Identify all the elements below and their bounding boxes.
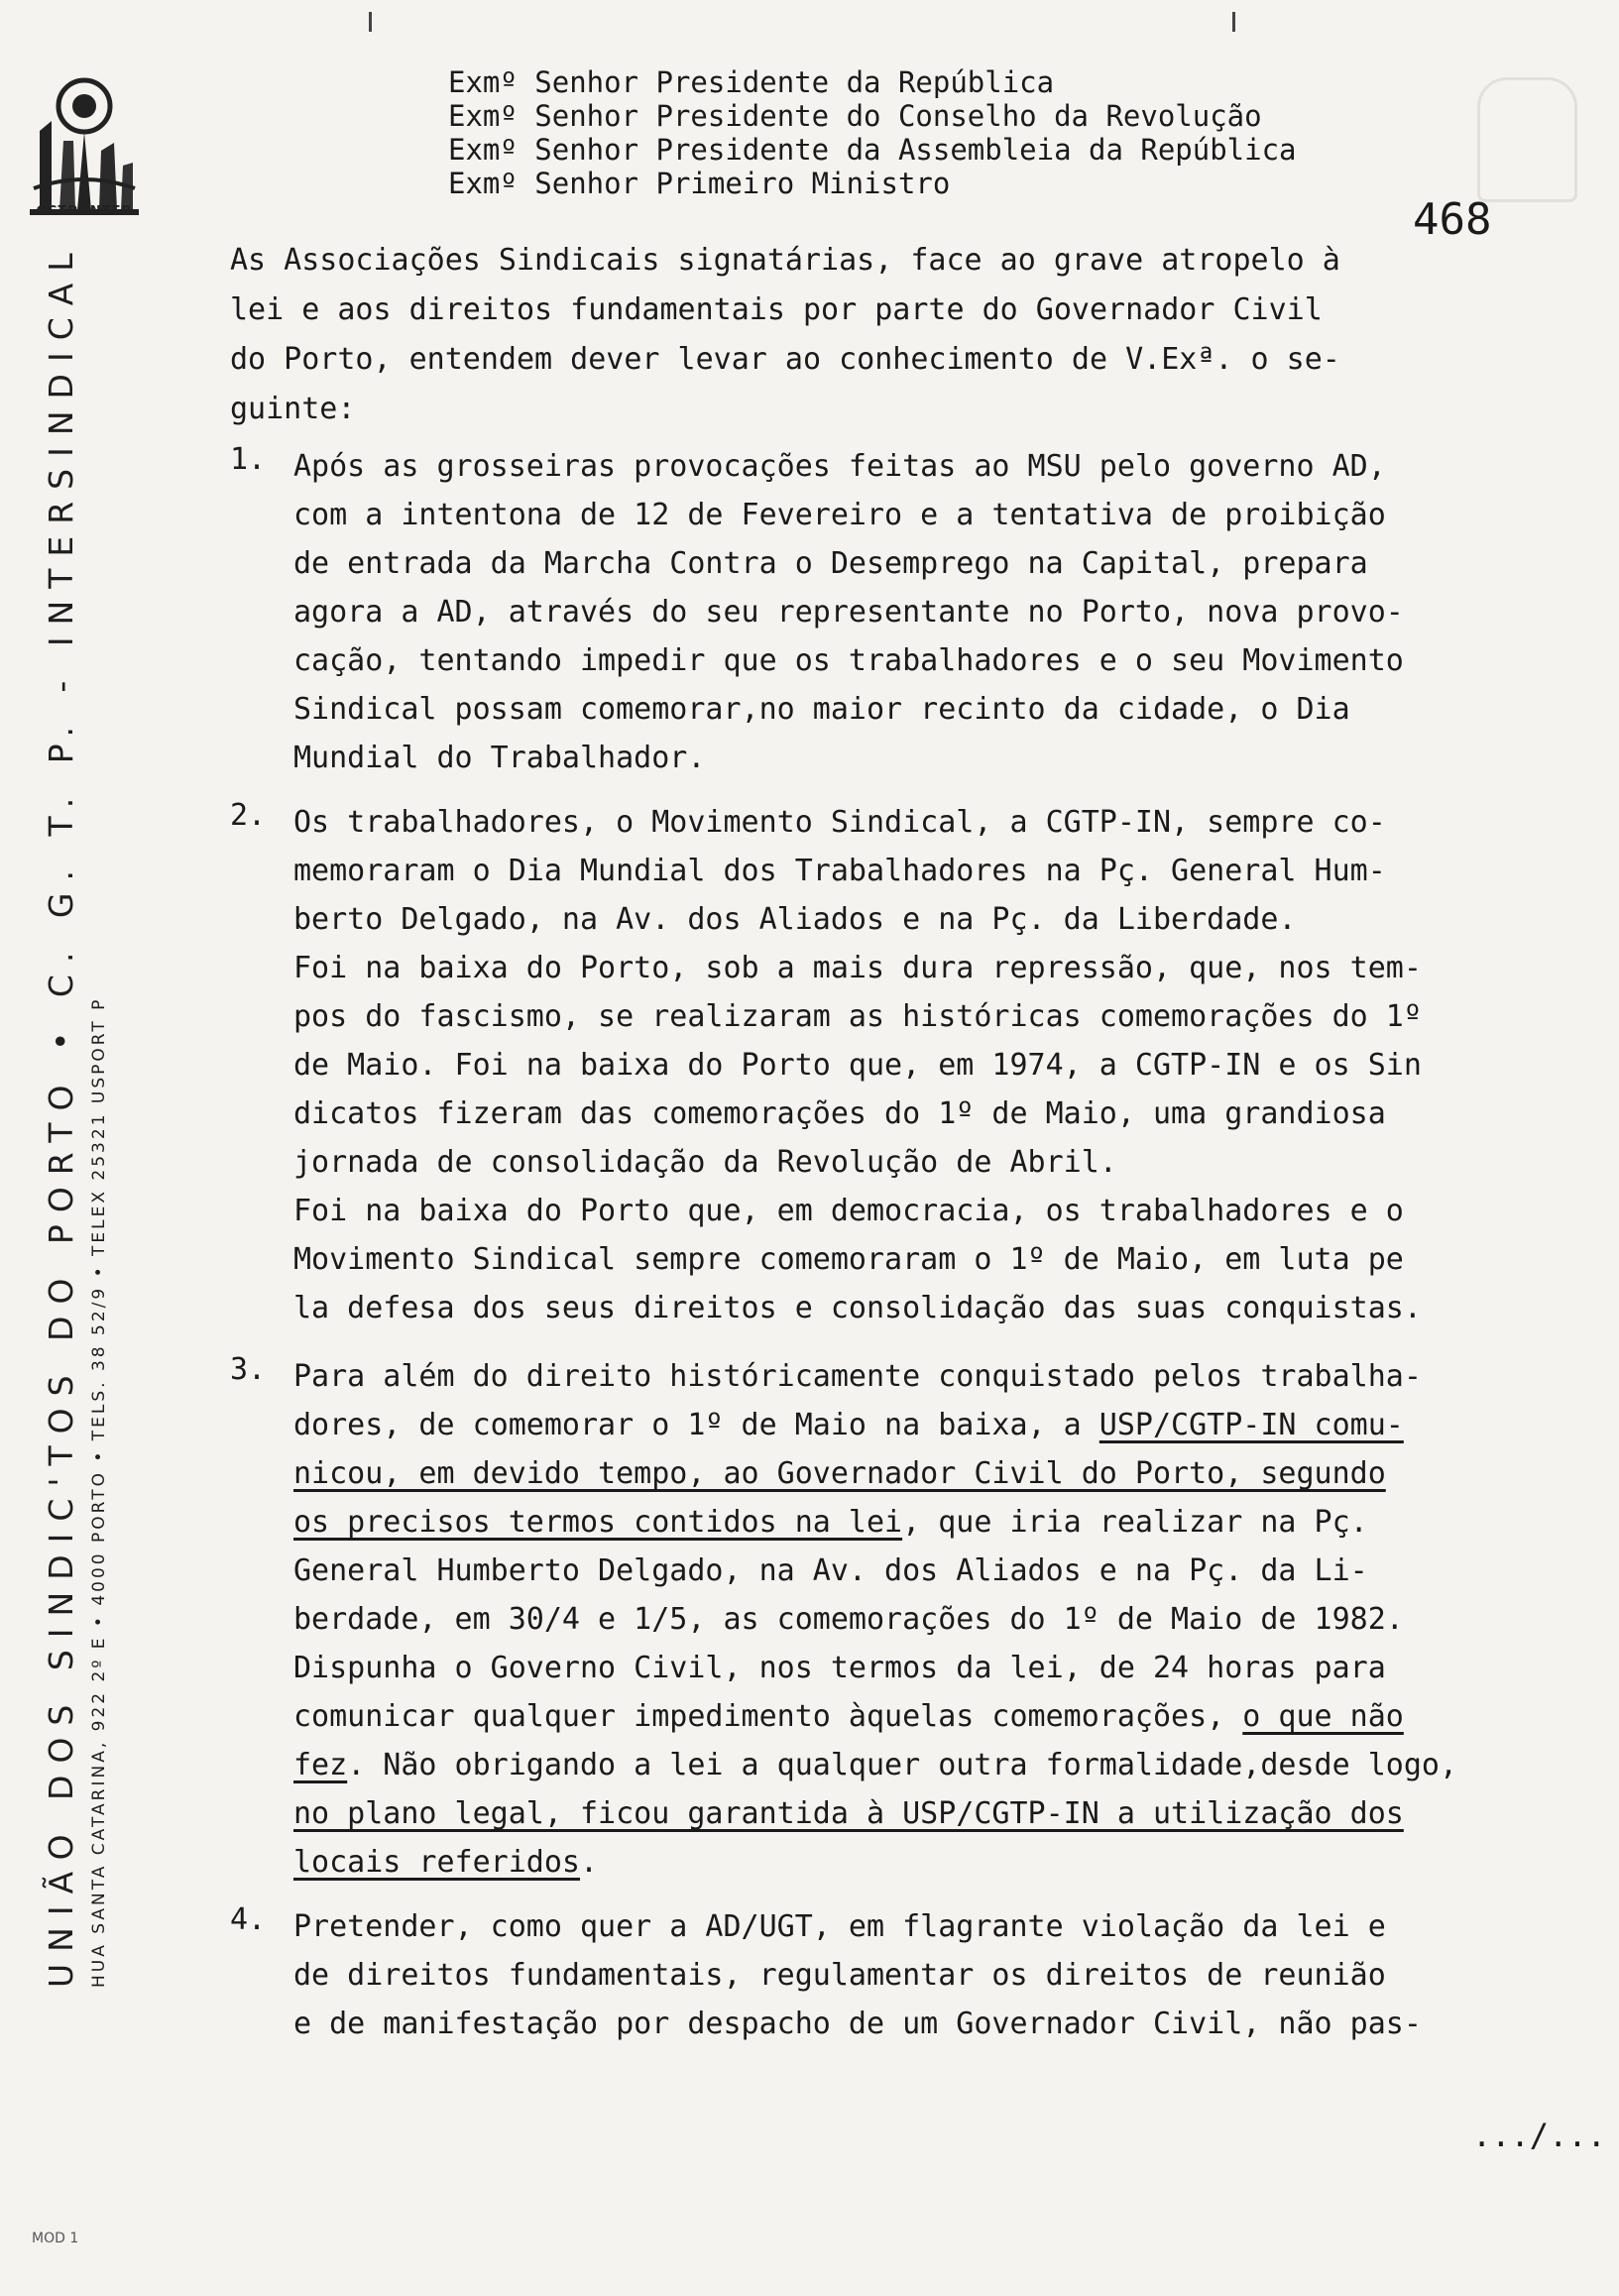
text-line: com a intentona de 12 de Fevereiro e a tentativa de proibição [293, 498, 1386, 532]
text-line: guinte: [230, 392, 356, 426]
intro-paragraph [230, 236, 1568, 434]
underlined-line: no plano legal, ficou garantida à USP/CGTP-IN a utilização dos [293, 1796, 1404, 1831]
bleed-through-stamp [1477, 77, 1577, 202]
text-line: de direitos fundamentais, regulamentar os direitos de reunião [293, 1958, 1386, 1993]
logo-caption: CGTP-INTER [36, 204, 133, 219]
page-number: 468 [1413, 194, 1492, 245]
punch-mark [369, 12, 372, 32]
text-line: Após as grosseiras provocações feitas ao MSU pelo governo AD, [293, 449, 1386, 484]
item-number: 1. [230, 442, 267, 477]
underlined-text: o que não [1242, 1699, 1404, 1734]
text-line: General Humberto Delgado, na Av. dos Aliados e na Pç. da Li- [293, 1553, 1368, 1588]
text-line: Sindical possam comemorar,no maior recinto da cidade, o Dia [293, 692, 1350, 727]
text-line: dicatos fizeram das comemorações do 1º de Maio, uma grandiosa [293, 1096, 1386, 1131]
form-code: MOD 1 [32, 2231, 79, 2246]
addressee-line: Exmº Senhor Primeiro Ministro [448, 167, 951, 200]
text-run: . [579, 1845, 599, 1880]
text-line: Os trabalhadores, o Movimento Sindical, a CGTP-IN, sempre co- [293, 805, 1386, 840]
text-line: As Associações Sindicais signatárias, face ao grave atropelo à [230, 243, 1340, 278]
text-line: pos do fascismo, se realizaram as históricas comemorações do 1º [293, 999, 1422, 1034]
text-line: berdade, em 30/4 e 1/5, as comemorações do 1º de Maio de 1982. [293, 1602, 1404, 1637]
text-line: jornada de consolidação da Revolução de Abril. [293, 1145, 1117, 1180]
vertical-letterhead [40, 241, 129, 1988]
addressee-line: Exmº Senhor Presidente do Conselho da Revolução [448, 99, 1262, 133]
letter-body [230, 236, 1568, 2048]
addressee-line: Exmº Senhor Presidente da Assembleia da República [448, 133, 1297, 167]
continuation-mark: .../... [1472, 2117, 1606, 2154]
text-line: do Porto, entendem dever levar ao conhecimento de V.Exª. o se- [230, 342, 1340, 377]
underlined-text: os precisos termos contidos na lei [293, 1505, 903, 1540]
list-item-2 [230, 798, 1568, 1332]
text-line: lei e aos direitos fundamentais por parte do Governador Civil [230, 292, 1323, 327]
text-line: cação, tentando impedir que os trabalhadores e o seu Movimento [293, 643, 1404, 678]
item-number: 3. [230, 1352, 267, 1387]
text-line: Mundial do Trabalhador. [293, 741, 706, 775]
underlined-text: USP/CGTP-IN comu- [1099, 1408, 1404, 1442]
text-line: agora a AD, através do seu representante no Porto, nova provo- [293, 595, 1404, 630]
text-line [293, 1838, 1568, 1887]
underlined-line: nicou, em devido tempo, ao Governador Civil do Porto, segundo [293, 1456, 1386, 1491]
list-item-3 [230, 1352, 1568, 1887]
text-line: la defesa dos seus direitos e consolidação das suas conquistas. [293, 1291, 1422, 1325]
text-line: berto Delgado, na Av. dos Aliados e na Pç. da Liberdade. [293, 902, 1297, 937]
cgtp-logo-icon [30, 67, 139, 224]
letterhead-title: UNIÃO DOS SINDIC'TOS DO PORTO • C. G. T. P. - INTERSINDICAL [42, 241, 80, 1988]
text-run: comunicar qualquer impedimento àquelas comemorações, [293, 1699, 1243, 1734]
text-line [293, 1741, 1568, 1789]
text-run: , que iria realizar na Pç. [902, 1505, 1368, 1540]
text-line [293, 1401, 1568, 1449]
text-line: Foi na baixa do Porto que, em democracia, os trabalhadores e o [293, 1194, 1404, 1228]
text-line: memoraram o Dia Mundial dos Trabalhadores na Pç. General Hum- [293, 854, 1386, 888]
list-item-1 [230, 442, 1568, 782]
underlined-text: locais referidos [293, 1845, 580, 1880]
addressee-line: Exmº Senhor Presidente da República [448, 65, 1055, 99]
text-run: dores, de comemorar o 1º de Maio na baixa, a [293, 1408, 1099, 1442]
text-line [293, 1498, 1568, 1547]
text-line: Movimento Sindical sempre comemoraram o 1º de Maio, em luta pe [293, 1242, 1404, 1277]
text-line [293, 1692, 1568, 1741]
text-line: Pretender, como quer a AD/UGT, em flagrante violação da lei e [293, 1909, 1386, 1944]
text-line: de Maio. Foi na baixa do Porto que, em 1974, a CGTP-IN e os Sin [293, 1048, 1422, 1083]
text-line: Dispunha o Governo Civil, nos termos da lei, de 24 horas para [293, 1651, 1386, 1685]
underlined-text: fez [293, 1748, 348, 1782]
text-line: Para além do direito históricamente conquistado pelos trabalha- [293, 1359, 1422, 1394]
text-line: de entrada da Marcha Contra o Desemprego na Capital, prepara [293, 546, 1368, 581]
item-number: 4. [230, 1902, 267, 1937]
text-line: Foi na baixa do Porto, sob a mais dura repressão, que, nos tem- [293, 951, 1422, 985]
item-number: 2. [230, 798, 267, 833]
list-item-4 [230, 1902, 1568, 2048]
text-line: e de manifestação por despacho de um Governador Civil, não pas- [293, 2007, 1422, 2041]
letterhead-address: HUA SANTA CATARINA, 922 2º E • 4000 PORTO • TELS. 38 52/9 • TELEX 25321 USPORT P [89, 996, 109, 1988]
text-run: . Não obrigando a lei a qualquer outra formalidade,desde logo, [347, 1748, 1458, 1782]
punch-mark [1232, 12, 1235, 32]
addressee-block [448, 65, 1297, 200]
